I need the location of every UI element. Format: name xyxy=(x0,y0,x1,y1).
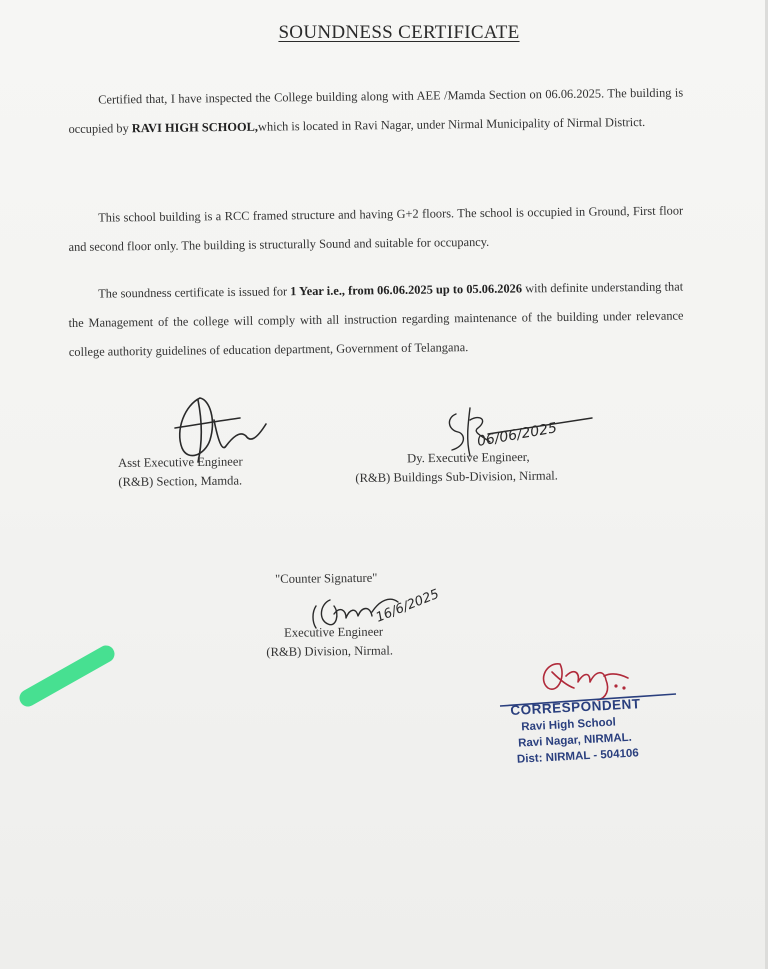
signatory-dee-office: (R&B) Buildings Sub-Division, Nirmal. xyxy=(355,468,558,485)
signatory-ee-office: (R&B) Division, Nirmal. xyxy=(266,643,394,659)
page-title: SOUNDNESS CERTIFICATE xyxy=(278,22,520,43)
stamp-school: Ravi High School xyxy=(521,716,617,734)
ee-signature-date: 16/6/2025 xyxy=(373,586,442,626)
dee-signature-date: 06/06/2025 xyxy=(475,420,559,450)
stamp-title: CORRESPONDENT xyxy=(510,696,641,718)
paragraph-inspection-text-a: Certified that, I have inspected the College building along with AEE /Mamda Section on 06.06.2025. The building is occupied by xyxy=(68,85,684,136)
correspondent-stamp xyxy=(510,695,644,768)
signatory-aee-office: (R&B) Section, Mamda. xyxy=(118,473,243,489)
stamp-district: Dist: NIRMAL - 504106 xyxy=(516,747,640,766)
signatory-ee-title: Executive Engineer xyxy=(284,624,384,640)
paragraph-validity-text-b: with definite understanding that the Management of the college will comply with all instruction regarding maintenance of the building under relevance college authority guidelines of education department, Government of Telangana. xyxy=(68,279,684,359)
signatory-dee-title: Dy. Executive Engineer, xyxy=(407,449,530,466)
correspondent-signature xyxy=(544,664,628,700)
highlighter-mark xyxy=(28,654,106,698)
stamp-locality: Ravi Nagar, NIRMAL. xyxy=(517,731,633,750)
paragraph-structure-text: This school building is a RCC framed structure and having G+2 floors. The school is occupied in Ground, First floor and second floor only. The building is structurally Sound and suitable for occupancy. xyxy=(68,203,684,254)
signatory-aee-title: Asst Executive Engineer xyxy=(118,454,243,470)
paragraph-validity-text-a: The soundness certificate is issued for xyxy=(98,284,291,301)
validity-period: 1 Year i.e., from 06.06.2025 up to 05.06.2026 xyxy=(290,281,523,299)
aee-signature xyxy=(175,398,266,462)
school-name: RAVI HIGH SCHOOL, xyxy=(131,119,259,136)
counter-signature-label: "Counter Signature" xyxy=(275,570,378,586)
paragraph-inspection-text-b: which is located in Ravi Nagar, under Nirmal Municipality of Nirmal District. xyxy=(257,114,646,134)
